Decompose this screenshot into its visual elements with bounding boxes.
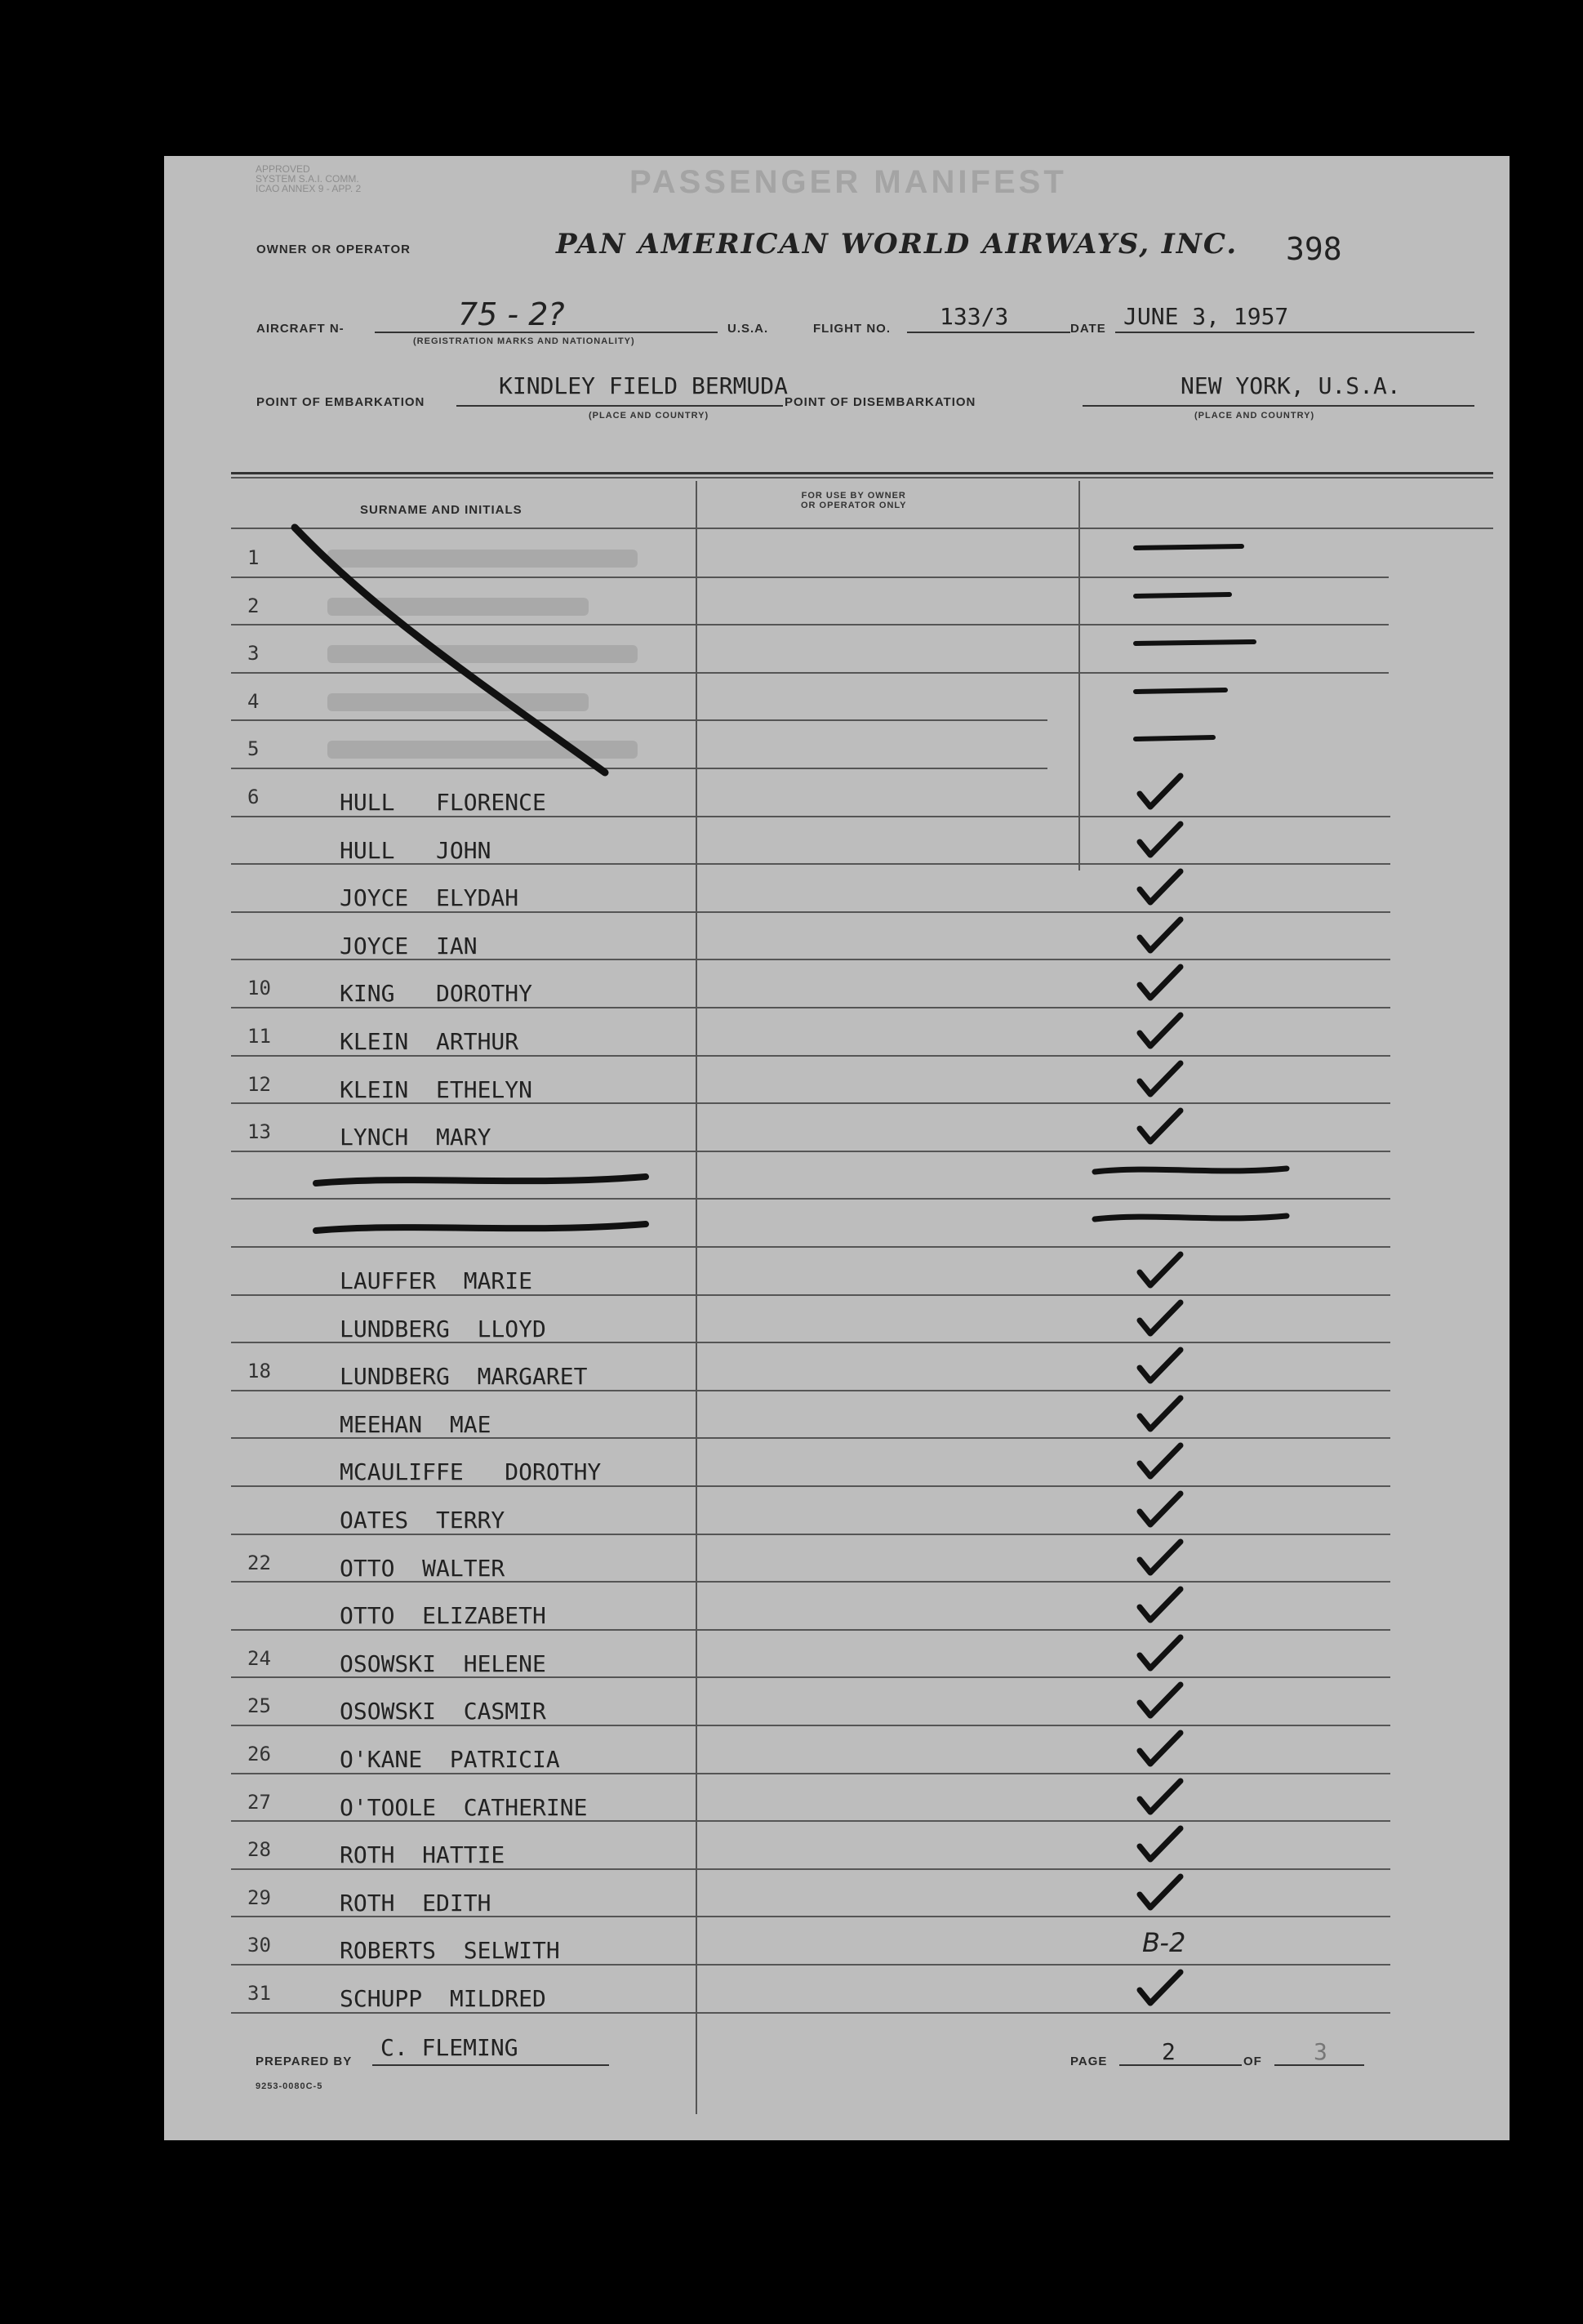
- embark-caption: (PLACE AND COUNTRY): [589, 411, 709, 421]
- row-number: 3: [247, 642, 260, 666]
- passenger-name: OTTO WALTER: [340, 1554, 505, 1582]
- manifest-sheet: [164, 156, 1510, 2140]
- row-number: 12: [247, 1072, 271, 1096]
- owner-label: OWNER OR OPERATOR: [256, 243, 411, 256]
- row-number: 31: [247, 1982, 271, 2005]
- passenger-name: O'KANE PATRICIA: [340, 1746, 560, 1773]
- row-number: 11: [247, 1025, 271, 1048]
- embark-label: POINT OF EMBARKATION: [256, 395, 425, 409]
- row-number: 29: [247, 1885, 271, 1909]
- aircraft-label: AIRCRAFT N-: [256, 322, 345, 336]
- row-number: 5: [247, 737, 260, 761]
- page-title: PASSENGER MANIFEST: [629, 164, 1067, 200]
- passenger-name: ROTH EDITH: [340, 1889, 491, 1917]
- passenger-name: O'TOOLE CATHERINE: [340, 1793, 588, 1821]
- page-value: 2: [1162, 2038, 1176, 2065]
- handwritten-note-text: B-2: [1142, 1927, 1186, 1959]
- aircraft-caption: (REGISTRATION MARKS AND NATIONALITY): [413, 336, 635, 346]
- approval-line: SYSTEM S.A.I. COMM.: [256, 173, 359, 185]
- row-number: 4: [247, 689, 260, 713]
- disembark-value: NEW YORK, U.S.A.: [1181, 372, 1401, 399]
- row-number: 18: [247, 1360, 271, 1383]
- approval-line: APPROVED: [256, 163, 310, 175]
- date-value: JUNE 3, 1957: [1123, 303, 1289, 330]
- row-number: 24: [247, 1646, 271, 1670]
- passenger-name: OTTO ELIZABETH: [340, 1602, 546, 1630]
- passenger-name: ROBERTS SELWITH: [340, 1937, 560, 1965]
- prepared-underline: [372, 2064, 609, 2066]
- passenger-name: MCAULIFFE DOROTHY: [340, 1458, 602, 1486]
- col-owner-use-line: FOR USE BY OWNER: [801, 491, 906, 501]
- flight-value: 133/3: [940, 303, 1009, 330]
- row-number: 30: [247, 1934, 271, 1957]
- page-label: PAGE: [1070, 2055, 1108, 2068]
- passenger-name: OSOWSKI HELENE: [340, 1650, 546, 1677]
- of-value: 3: [1314, 2038, 1327, 2065]
- row-number: 27: [247, 1790, 271, 1814]
- passenger-name: KLEIN ARTHUR: [340, 1028, 519, 1055]
- passenger-name: KING DOROTHY: [340, 980, 533, 1008]
- row-number: 25: [247, 1694, 271, 1718]
- passenger-name: LAUFFER MARIE: [340, 1267, 533, 1294]
- disembark-label: POINT OF DISEMBARKATION: [785, 395, 976, 409]
- owner-value: PAN AMERICAN WORLD AIRWAYS, INC.: [556, 228, 1238, 260]
- of-label: OF: [1243, 2055, 1262, 2068]
- page-underline: [1119, 2064, 1242, 2066]
- prepared-value: C. FLEMING: [380, 2034, 518, 2061]
- passenger-name: OATES TERRY: [340, 1507, 505, 1534]
- passenger-name: JOYCE ELYDAH: [340, 884, 519, 912]
- passenger-name: ROTH HATTIE: [340, 1841, 505, 1869]
- usa-label: U.S.A.: [727, 322, 769, 336]
- form-number: 9253-0080C-5: [256, 2081, 323, 2091]
- passenger-name: JOYCE IAN: [340, 932, 478, 959]
- sheet-number: 398: [1286, 231, 1342, 267]
- passenger-name: KLEIN ETHELYN: [340, 1075, 533, 1103]
- passenger-name: OSOWSKI CASMIR: [340, 1698, 546, 1725]
- col-owner-use-line: OR OPERATOR ONLY: [801, 501, 907, 510]
- passenger-name: SCHUPP MILDRED: [340, 1985, 546, 2012]
- row-number: 10: [247, 977, 271, 1000]
- row-number: 22: [247, 1551, 271, 1574]
- row-number: 13: [247, 1120, 271, 1144]
- row-number: 2: [247, 594, 260, 617]
- col-surname-header: SURNAME AND INITIALS: [360, 503, 522, 517]
- date-label: DATE: [1070, 322, 1106, 336]
- row-number: 1: [247, 546, 260, 569]
- flight-label: FLIGHT NO.: [813, 322, 891, 336]
- redaction-overlay: [164, 156, 1510, 2140]
- row-number: 26: [247, 1743, 271, 1765]
- disembark-caption: (PLACE AND COUNTRY): [1194, 411, 1315, 421]
- embark-value: KINDLEY FIELD BERMUDA: [499, 372, 789, 399]
- row-number: 6: [247, 786, 260, 808]
- approval-line: ICAO ANNEX 9 - APP. 2: [256, 183, 362, 194]
- passenger-name: LYNCH MARY: [340, 1124, 491, 1151]
- row-number: 28: [247, 1838, 271, 1862]
- passenger-name: MEEHAN MAE: [340, 1410, 491, 1438]
- passenger-name: LUNDBERG MARGARET: [340, 1363, 588, 1391]
- diagonal-strike: [295, 528, 605, 772]
- passenger-name: HULL FLORENCE: [340, 789, 546, 816]
- aircraft-value: 75 - 2?: [458, 296, 565, 332]
- prepared-label: PREPARED BY: [256, 2055, 353, 2068]
- passenger-name: LUNDBERG LLOYD: [340, 1315, 546, 1342]
- passenger-name: HULL JOHN: [340, 836, 491, 864]
